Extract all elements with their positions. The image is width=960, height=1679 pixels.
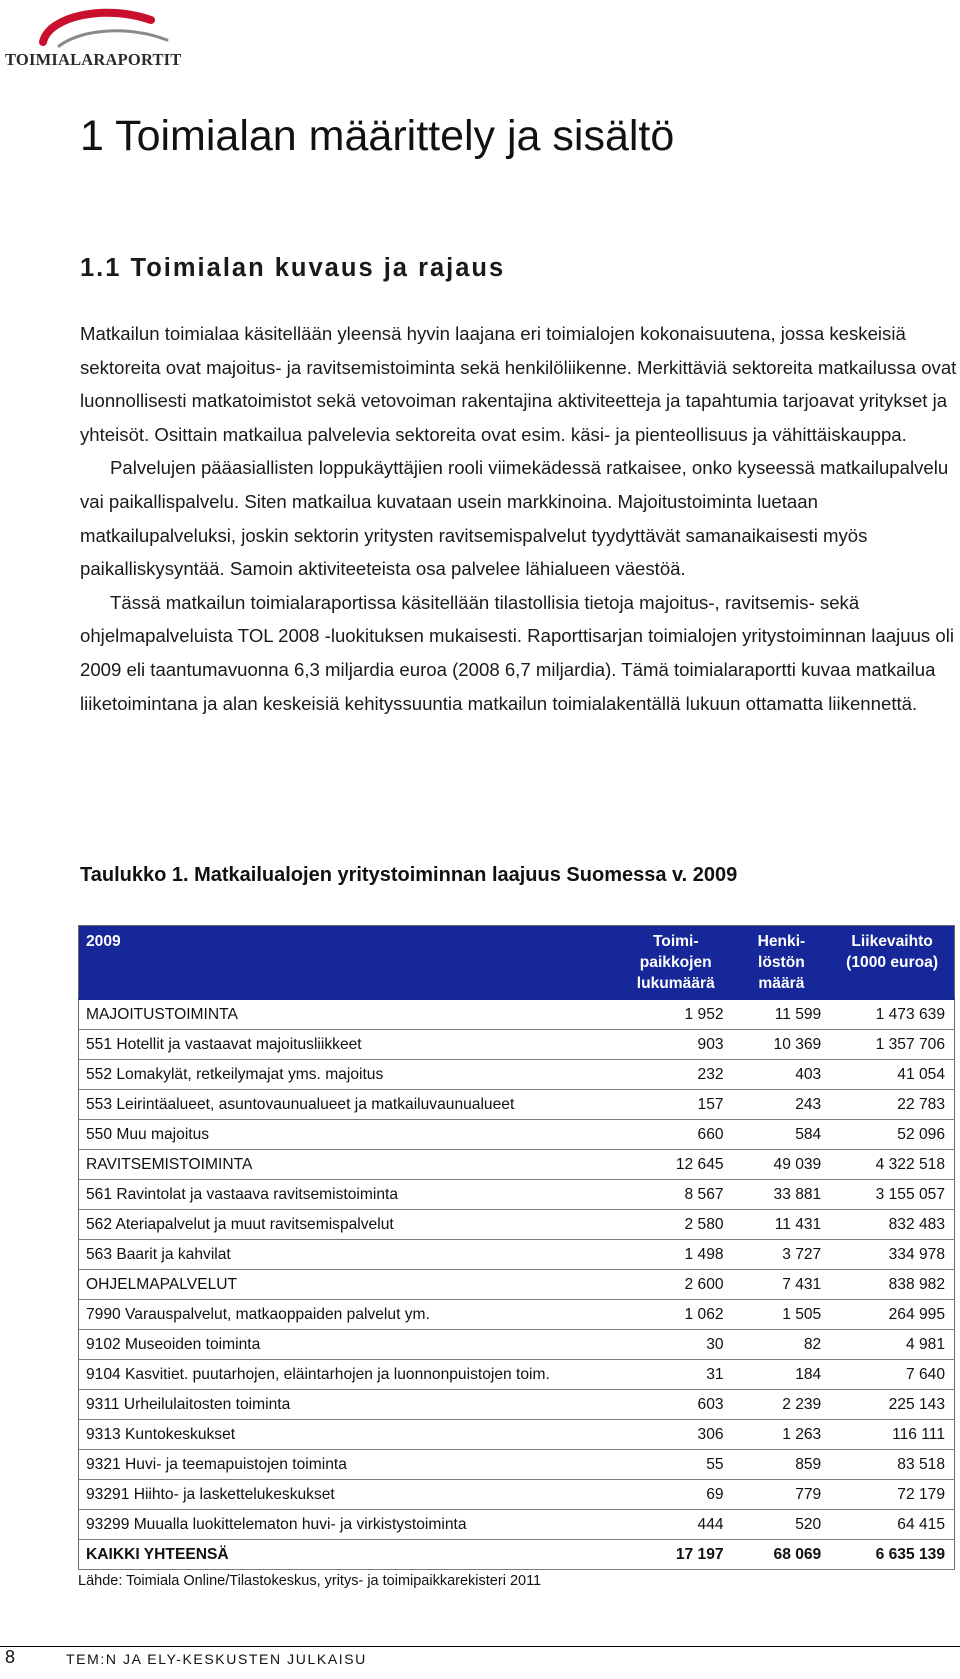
section-title: 1.1 Toimialan kuvaus ja rajaus xyxy=(80,254,506,282)
row-staff: 859 xyxy=(733,1450,831,1480)
row-label: 552 Lomakylät, retkeilymajat yms. majoitus xyxy=(79,1060,619,1090)
row-places: 2 600 xyxy=(619,1270,733,1300)
row-revenue: 83 518 xyxy=(830,1450,954,1480)
table-row xyxy=(79,1060,955,1090)
table-row xyxy=(79,1420,955,1450)
table-row xyxy=(79,1120,955,1150)
row-places: 8 567 xyxy=(619,1180,733,1210)
row-label: 93299 Muualla luokittelematon huvi- ja virkistystoiminta xyxy=(79,1510,619,1540)
row-label: 93291 Hiihto- ja laskettelukeskukset xyxy=(79,1480,619,1510)
row-staff: 68 069 xyxy=(733,1540,831,1570)
row-staff: 243 xyxy=(733,1090,831,1120)
row-staff: 11 431 xyxy=(733,1210,831,1240)
table-row xyxy=(79,1150,955,1180)
table-row xyxy=(79,1480,955,1510)
table-row xyxy=(79,1090,955,1120)
row-places: 660 xyxy=(619,1120,733,1150)
row-label: MAJOITUSTOIMINTA xyxy=(79,1000,619,1030)
row-staff: 2 239 xyxy=(733,1390,831,1420)
row-places: 603 xyxy=(619,1390,733,1420)
row-staff: 584 xyxy=(733,1120,831,1150)
header-year: 2009 xyxy=(79,926,619,1000)
table-row xyxy=(79,1210,955,1240)
row-staff: 33 881 xyxy=(733,1180,831,1210)
table-row xyxy=(79,1450,955,1480)
row-label: 561 Ravintolat ja vastaava ravitsemistoiminta xyxy=(79,1180,619,1210)
row-places: 1 062 xyxy=(619,1300,733,1330)
row-staff: 49 039 xyxy=(733,1150,831,1180)
row-places: 17 197 xyxy=(619,1540,733,1570)
row-places: 903 xyxy=(619,1030,733,1060)
table-header-row xyxy=(79,926,955,1000)
statistics-table xyxy=(78,925,955,1570)
row-places: 2 580 xyxy=(619,1210,733,1240)
row-label: 563 Baarit ja kahvilat xyxy=(79,1240,619,1270)
table-row xyxy=(79,1330,955,1360)
row-label: 9102 Museoiden toiminta xyxy=(79,1330,619,1360)
row-revenue: 52 096 xyxy=(830,1120,954,1150)
row-label: 550 Muu majoitus xyxy=(79,1120,619,1150)
row-label: 9104 Kasvitiet. puutarhojen, eläintarhojen ja luonnonpuistojen toim. xyxy=(79,1360,619,1390)
row-staff: 11 599 xyxy=(733,1000,831,1030)
row-places: 69 xyxy=(619,1480,733,1510)
table-row xyxy=(79,1270,955,1300)
row-staff: 82 xyxy=(733,1330,831,1360)
row-revenue: 4 322 518 xyxy=(830,1150,954,1180)
row-revenue: 838 982 xyxy=(830,1270,954,1300)
row-staff: 10 369 xyxy=(733,1030,831,1060)
row-revenue: 225 143 xyxy=(830,1390,954,1420)
source-note: Lähde: Toimiala Online/Tilastokeskus, yritys- ja toimipaikkarekisteri 2011 xyxy=(78,1573,542,1589)
logo-text: TOIMIALARAPORTIT xyxy=(5,50,182,69)
row-staff: 1 505 xyxy=(733,1300,831,1330)
row-revenue: 64 415 xyxy=(830,1510,954,1540)
table-total-row xyxy=(79,1540,955,1570)
row-places: 30 xyxy=(619,1330,733,1360)
row-staff: 403 xyxy=(733,1060,831,1090)
row-revenue: 334 978 xyxy=(830,1240,954,1270)
chapter-title: 1 Toimialan määrittely ja sisältö xyxy=(80,112,675,160)
row-revenue: 264 995 xyxy=(830,1300,954,1330)
row-revenue: 1 357 706 xyxy=(830,1030,954,1060)
row-label: 9313 Kuntokeskukset xyxy=(79,1420,619,1450)
paragraph-3: Tässä matkailun toimialaraportissa käsitellään tilastollisia tietoja majoitus-, ravitsemis- sekä ohjelmapalveluista TOL 2008 -luokituksen mukaisesti. Raporttisarjan toimialojen yritystoiminnan laajuus oli 2009 eli taantumavuonna 6,3 miljardia euroa (2008 6,7 miljardia). Tämä toimialaraportti kuvaa matkailua liiketoimintana ja alan keskeisiä kehityssuuntia matkailun toimialakentällä lukuun ottamatta liikennettä. xyxy=(80,591,954,714)
row-staff: 3 727 xyxy=(733,1240,831,1270)
row-revenue: 7 640 xyxy=(830,1360,954,1390)
row-label: 7990 Varauspalvelut, matkaoppaiden palvelut ym. xyxy=(79,1300,619,1330)
row-label: OHJELMAPALVELUT xyxy=(79,1270,619,1300)
row-places: 306 xyxy=(619,1420,733,1450)
table-row xyxy=(79,1000,955,1030)
paragraph-1: Matkailun toimialaa käsitellään yleensä hyvin laajana eri toimialojen kokonaisuutena, jossa keskeisiä sektoreita ovat majoitus- ja ravitsemistoiminta sekä henkilöliikenne. Merkittäviä sektoreita matkailussa ovat luonnollisesti matkatoimistot sekä vetovoiman rakentajina aktiviteetteja ja tapahtumia tarjoavat yritykset ja yhteisöt. Osittain matkailua palvelevia sektoreita ovat esim. käsi- ja pienteollisuus ja vähittäiskauppa. xyxy=(80,323,957,445)
row-label: RAVITSEMISTOIMINTA xyxy=(79,1150,619,1180)
paragraph-2: Palvelujen pääasiallisten loppukäyttäjien rooli viimekädessä ratkaisee, onko kyseessä matkailupalvelu vai paikallispalvelu. Siten matkailua kuvataan usein markkinoina. Majoitustoiminta luetaan matkailupalveluksi, joskin sektorin yritysten ravitsemispalvelut tyydyttävät samanaikaisesti myös paikalliskysyntää. Samoin aktiviteeteista osa palvelee lähialueen väestöä. xyxy=(80,457,949,580)
row-label: 9311 Urheilulaitosten toiminta xyxy=(79,1390,619,1420)
row-places: 1 498 xyxy=(619,1240,733,1270)
header-places: Toimi- paikkojen lukumäärä xyxy=(619,926,733,1000)
row-staff: 1 263 xyxy=(733,1420,831,1450)
row-revenue: 6 635 139 xyxy=(830,1540,954,1570)
table-row xyxy=(79,1180,955,1210)
row-places: 31 xyxy=(619,1360,733,1390)
row-places: 157 xyxy=(619,1090,733,1120)
table-row xyxy=(79,1240,955,1270)
row-staff: 520 xyxy=(733,1510,831,1540)
table-body xyxy=(79,1000,955,1570)
header-staff: Henki- löstön määrä xyxy=(733,926,831,1000)
table-row xyxy=(79,1300,955,1330)
row-revenue: 22 783 xyxy=(830,1090,954,1120)
table-row xyxy=(79,1510,955,1540)
table-caption: Taulukko 1. Matkailualojen yritystoiminnan laajuus Suomessa v. 2009 xyxy=(80,864,738,886)
row-places: 444 xyxy=(619,1510,733,1540)
page-number: 8 xyxy=(5,1647,16,1667)
row-revenue: 41 054 xyxy=(830,1060,954,1090)
row-label: KAIKKI YHTEENSÄ xyxy=(79,1540,619,1570)
table-row xyxy=(79,1390,955,1420)
row-revenue: 1 473 639 xyxy=(830,1000,954,1030)
logo-arc-icon xyxy=(35,6,175,56)
row-revenue: 72 179 xyxy=(830,1480,954,1510)
row-revenue: 116 111 xyxy=(830,1420,954,1450)
row-revenue: 4 981 xyxy=(830,1330,954,1360)
row-revenue: 832 483 xyxy=(830,1210,954,1240)
row-staff: 779 xyxy=(733,1480,831,1510)
row-label: 551 Hotellit ja vastaavat majoitusliikkeet xyxy=(79,1030,619,1060)
row-staff: 184 xyxy=(733,1360,831,1390)
table-row xyxy=(79,1030,955,1060)
row-revenue: 3 155 057 xyxy=(830,1180,954,1210)
row-label: 562 Ateriapalvelut ja muut ravitsemispalvelut xyxy=(79,1210,619,1240)
table-row xyxy=(79,1360,955,1390)
row-label: 553 Leirintäalueet, asuntovaunualueet ja matkailuvaunualueet xyxy=(79,1090,619,1120)
body-text xyxy=(80,317,957,720)
header-revenue: Liikevaihto (1000 euroa) xyxy=(830,926,954,1000)
row-places: 232 xyxy=(619,1060,733,1090)
row-places: 55 xyxy=(619,1450,733,1480)
row-places: 12 645 xyxy=(619,1150,733,1180)
footer-divider xyxy=(0,1646,960,1647)
row-staff: 7 431 xyxy=(733,1270,831,1300)
footer-label: TEM:N JA ELY-KESKUSTEN JULKAISU xyxy=(66,1651,367,1667)
publication-logo xyxy=(5,4,195,72)
row-label: 9321 Huvi- ja teemapuistojen toiminta xyxy=(79,1450,619,1480)
row-places: 1 952 xyxy=(619,1000,733,1030)
